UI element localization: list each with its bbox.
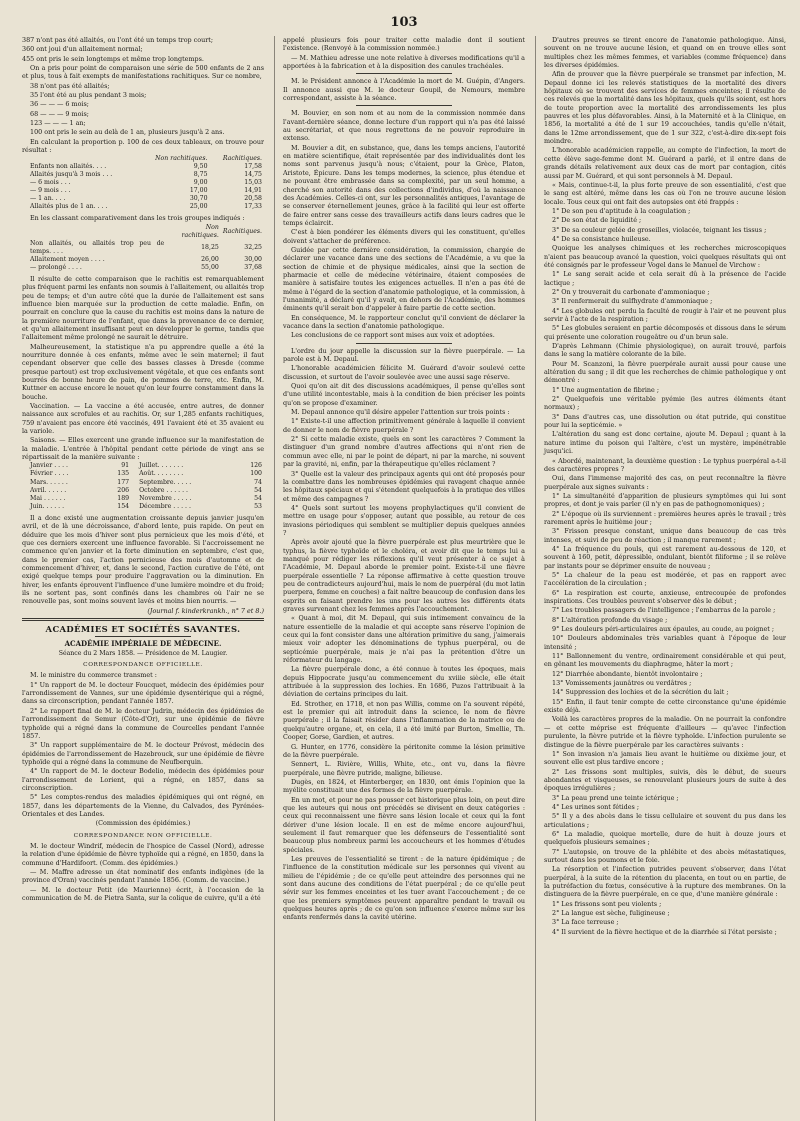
paragraph: 455 ont pris le sein longtemps et même trop longtemps. — [22, 54, 204, 63]
paragraph: 1° Existe-t-il une affection primitivement générale à laquelle il convient de donner le nom de fièvre puerpérale ? — [283, 417, 525, 434]
paragraph: L'honorable académicien rappelle, au compte de l'infection, la mort de cette élève sage-femme dont M. Guérard a parlé, et il entre dans de grands détails relativement aux deux cas de mort par contagion, cités aussi par M. Guérard, et qui sont personnels à M. Depaul. — [544, 146, 786, 180]
list-item: 7° Les troubles passagers de l'intelligence ; l'embarras de la parole ; — [552, 606, 776, 615]
table-cell: Allaitement moyen . . . . — [30, 255, 105, 263]
divider — [356, 105, 453, 106]
table-cell: 54 — [254, 494, 262, 502]
list-item: 10° Douleurs abdominales très variables quant à l'époque de leur intensité ; — [544, 634, 786, 651]
table-cell: 20,58 — [244, 195, 262, 203]
list-item: 14° Suppression des lochies et de la sécrétion du lait ; — [552, 688, 729, 697]
table-cell: 8,75 — [193, 171, 208, 179]
table-breastfeeding-percent — [22, 155, 264, 211]
table-row — [22, 479, 264, 487]
paragraph: G. Hunter, en 1776, considère la péritonite comme la lésion primitive de la fièvre puerpérale. — [283, 742, 525, 759]
table-cell: — 1 an. . . . — [30, 195, 66, 203]
list-item: 4° Les urines sont fétides ; — [552, 802, 639, 811]
table-cell: 25,00 — [189, 203, 208, 211]
table-cell: Allaités jusqu'à 3 mois . . . — [30, 171, 113, 179]
paragraph: En les classant comparativement dans les trois groupes indiqués : — [30, 214, 245, 223]
paragraph: En conséquence, M. le rapporteur conclut qu'il convient de déclarer la vacance dans la section d'anatomie pathologique. — [283, 313, 525, 330]
table-row — [22, 503, 264, 511]
list-item: 2° De son état de liquidité ; — [552, 216, 642, 225]
table-cell: Juillet. . . . . . . — [139, 462, 184, 470]
source-citation: (Journal f. kinderkrankh., n° 7 et 8.) — [147, 606, 264, 615]
table-cell: — 9 mois . . . — [30, 187, 71, 195]
table-cell: 18,25 — [201, 243, 219, 251]
column-1 — [22, 36, 264, 1121]
list-item: 3° De sa couleur gelée de groseilles, violacée, teignant les tissus ; — [552, 225, 767, 234]
paragraph: Malheureusement, la statistique n'a pu apprendre quelle a été la nourriture donnée à ces enfants, même avec le sein maternel; il faut cependant observer que celle des basses classes à Dresde (comme presque partout) est trop exclusivement végétale, et que ces enfants sont bourrés de bonne heure de pain, de pommes de terre, etc. Enfin, M. Kuttner en accuse encore le nouet qu'on leur fourre constamment dans la bouche. — [22, 342, 264, 401]
table-cell: 91 — [121, 462, 130, 470]
list-item: 15° Enfin, il faut tenir compte de cette circonstance qu'une épidémie existe déjà. — [544, 697, 786, 715]
paragraph: 2° Si cette maladie existe, quels en sont les caractères ? Comment la distinguer d'un grand nombre d'autres affections qui n'ont rien de commun avec elle, ni par le point de départ, ni par la marche, ni souvent par la gravité, ni, enfin, par la thérapeutique qu'elles réclament ? — [283, 435, 525, 469]
table-cell: 55,00 — [201, 263, 219, 271]
paragraph: Les conclusions de ce rapport sont mises aux voix et adoptées. — [291, 331, 495, 340]
list-item: 1° Son invasion n'a jamais lieu avant le huitième ou dixième jour, et souvent elle est plus tardive encore ; — [544, 749, 786, 767]
table-cell: Enfants non allaités. . . . — [30, 163, 107, 171]
paragraph: 3° Un rapport supplémentaire de M. le docteur Prévost, médecin des épidémies de l'arrondissement de Hazebrouck, sur une épidémie de fièvre typhoïde qui a régné dans la commune de Neufberquin. — [22, 741, 264, 766]
list-item: 9° Les douleurs péri-articulaires aux épaules, au coude, au poignet ; — [552, 625, 774, 634]
table-cell: 126 — [250, 462, 262, 470]
table-header: Rachitiques. — [222, 227, 262, 235]
paragraph: M. le Président annonce à l'Académie la mort de M. Guépin, d'Angers. Il annonce aussi que M. le docteur Goupil, de Nemours, membre correspondant, assiste à la séance. — [283, 77, 525, 103]
table-header: Non rachitiques. — [155, 155, 208, 163]
page-number: 103 — [390, 15, 418, 30]
list-item: 7° L'autopsie, on trouve de la phlébite et des abcès métastatiques, surtout dans les poumons et le foie. — [544, 847, 786, 864]
divider — [95, 636, 192, 637]
table-cell: 9,00 — [193, 179, 208, 187]
list-item: 3° Dans d'autres cas, une dissolution ou état putride, qui constitue pour lui la septicémie. » — [544, 412, 786, 430]
table-header-row — [22, 224, 264, 240]
table-cell: 37,68 — [244, 263, 262, 271]
list-item: 8° L'altération profonde du visage ; — [552, 615, 668, 624]
paragraph: — M. le docteur Petit (de Maurienne) écrit, à l'occasion de la communication de M. de Pietra Santa, sur la colique de cuivre, qu'il a été — [22, 885, 264, 903]
table-row — [22, 462, 264, 470]
table-cell: Novembre . . . . . — [139, 494, 192, 502]
column-3 — [535, 36, 786, 1121]
table-cell: Août. . . . . . . . — [139, 470, 184, 478]
table-cell: Mai . . . . . . — [30, 494, 66, 502]
paragraph: 4° Un rapport de M. le docteur Bodelio, médecin des épidémies pour l'arrondissement de Lorient, qui a régné, en 1857, dans sa circonscription. — [22, 767, 264, 792]
table-cell: 9,50 — [193, 163, 208, 171]
paragraph: M. le docteur Windrif, médecin de l'hospice de Cassel (Nord), adresse la relation d'une épidémie de fièvre typhoïde qui a régné, en 1850, dans la commune d'Hardifoort. (Comm. des épidémies.) — [22, 841, 264, 867]
column-2 — [274, 36, 525, 1121]
table-cell: — prolongé . . . . — [30, 263, 82, 271]
list-item: 2° On y trouverait du carbonate d'ammoniaque ; — [552, 287, 710, 296]
table-cell: Juin. . . . . . — [30, 502, 65, 510]
table-cell: 100 — [250, 470, 262, 478]
table-cell: 32,25 — [244, 243, 262, 251]
paragraph: « Abordé, maintenant, la deuxième question : Le typhus puerpéral a-t-il des caractères propres ? — [544, 456, 786, 473]
paragraph: — M. Mathieu adresse une note relative à diverses modifications qu'il a apportées à la fabrication et à la disposition des canules trachéales. — [283, 53, 525, 71]
list-item: 2° La langue est sèche, fuligineuse ; — [552, 909, 670, 918]
paragraph: Il résulte de cette comparaison que le rachitis est remarquablement plus fréquent parmi les enfants non soumis à l'allaitement, ou allaités trop peu de temps; et d'un autre côté que la durée de l'allaitement est sans influence bien marquée sur la production de cette maladie. Enfin, on pourrait en conclure que la cause du rachitis est moins dans la nature de la première nourriture de l'enfant, que dans la provenance de ce dernier, et qu'un allaitement insuffisant peut en développer le germe, tandis que l'allaitement même prolongé ne saurait le détruire. — [22, 274, 264, 342]
section-divider — [22, 618, 264, 621]
list-item: 2° Les frissons sont multiples, suivis, dès le début, de sueurs abondantes et visqueuses, se renouvelant plusieurs jours de suite à des époques irrégulières ; — [544, 767, 786, 793]
list-item: 2° Quelquefois une véritable pyémie (les autres éléments étant normaux) ; — [544, 395, 786, 412]
list-item: 2° L'époque où ils surviennent : premières heures après le travail ; très rarement après le huitième jour ; — [544, 509, 786, 526]
table-cell: Non allaités, ou allaités trop peu de temps. . . . — [30, 239, 165, 255]
table-row — [22, 264, 264, 272]
table-cell: Octobre . . . . . . — [139, 486, 189, 494]
table-header-row — [22, 155, 264, 163]
list-item: 5° Les globules seraient en partie décomposés et dissous dans le sérum qui présente une coloration rougeâtre ou d'un brun sale. — [544, 324, 786, 341]
list-item: 13° Vomissements jaunâtres ou verdâtres ; — [552, 679, 692, 688]
list-item: 4° Les globules ont perdu la faculté de rougir à l'air et ne peuvent plus servir à l'acte de la respiration ; — [544, 306, 786, 323]
paragraph: L'altération du sang est donc certaine, ajoute M. Depaul ; quant à la nature intime du poison qui l'altère, c'est un mystère, impénétrable jusqu'ici. — [544, 430, 786, 456]
table-cell: Décembre . . . . . — [139, 502, 191, 510]
list-item: 6° La respiration est courte, anxieuse, entrecoupée de profondes inspirations. Ces troubles peuvent s'observer dès le début ; — [544, 588, 786, 605]
table-cell: Février . . . . — [30, 470, 69, 478]
paragraph: Quoique les analyses chimiques et les recherches microscopiques n'aient pas beaucoup avancé la question, voici quelques résultats qui ont été consignés par le professeur Vogel dans le Manuel de Virchow : — [544, 244, 786, 269]
table-cell: 17,33 — [244, 203, 262, 211]
list-item: 1° Une augmentation de fibrine ; — [552, 385, 660, 394]
table-monthly-admissions — [22, 462, 264, 511]
table-row — [22, 179, 264, 187]
table-cell: 154 — [117, 502, 130, 510]
table-cell: 206 — [117, 486, 130, 494]
list-item: 4° De sa consistance huileuse. — [552, 234, 651, 243]
paragraph: Oui, dans l'immense majorité des cas, on peut reconnaître la fièvre puerpérale aux signes suivants : — [544, 474, 786, 491]
table-cell: Janvier . . . . — [30, 462, 68, 470]
paragraph: 4° Quels sont surtout les moyens prophylactiques qu'il convient de mettre en usage pour s'opposer, autant que possible, au retour de ces invasions périodiques qui semblent se multiplier depuis quelques années ? — [283, 503, 525, 537]
table-row — [22, 470, 264, 478]
paragraph: D'après Lehmann (Chimie physiologique), on aurait trouvé, parfois dans le sang la matière colorante de la bile. — [544, 342, 786, 359]
list-item: 3° La face terreuse ; — [552, 918, 619, 927]
session-line: Séance du 2 Mars 1858. — Présidence de M. Laugier. — [58, 649, 228, 657]
table-cell: 135 — [117, 470, 130, 478]
list-item: 38 n'ont pas été allaités; — [30, 81, 110, 90]
rubric-unofficial: CORRESPONDANCE NON OFFICIELLE. — [73, 832, 213, 839]
table-row — [22, 171, 264, 179]
section-title: ACADÉMIES ET SOCIÉTÉS SAVANTES. — [45, 624, 241, 635]
table-header: Non rachitiques. — [181, 223, 219, 239]
list-item: 4° La fréquence du pouls, qui est rarement au-dessous de 120, et souvent à 160, petit, dépressible, ondulant, bientôt filiforme ; il se relève par instants pour se déprimer ensuite de nouveau ; — [544, 544, 786, 570]
list-item: 4° Il survient de la fièvre hectique et de la diarrhée si l'état persiste ; — [552, 927, 777, 936]
list-item: 3° Il renfermerait du sulfhydrate d'ammoniaque ; — [552, 297, 713, 306]
paragraph: 3° Quelle est la valeur des principaux agents qui ont été proposés pour la combattre dans les nombreuses épidémies qui ravagent chaque année les hôpitaux spéciaux et qui s'étendent quelquefois à la pratique des villes et même des campagnes ? — [283, 469, 525, 503]
paragraph: M. Bouvier a dit, en substance, que, dans les temps anciens, l'autorité en matière scientifique, était représentée par des individualités dont les noms sont parvenus jusqu'à nous; c'étaient, pour la Grèce, Platon, Aristote, Épicure. Dans les temps modernes, la science, plus étendue et ne pouvant être embrassée dans sa complexité, par un seul homme, a cherché son autorité dans des collections d'individus, d'où la naissance des Académies. Celles-ci ont, sur les personnalités antiques, l'avantage de se conserver éternellement jeunes, grâce à la facilité qui leur est offerte de faire entrer sans cesse des travailleurs actifs dans leurs cadres que le temps éclaircit. — [283, 143, 525, 227]
paragraph: appelé plusieurs fois pour traiter cette maladie dont il soutient l'existence. (Renvoyé à la commission nommée.) — [283, 36, 525, 53]
list-item: 123 — — — 1 an; — [30, 119, 86, 128]
subsection-title: ACADÉMIE IMPÉRIALE DE MÉDECINE. — [64, 639, 222, 649]
table-row — [22, 495, 264, 503]
paragraph: Guidée par cette dernière considération, la commission, chargée de déclarer une vacance dans une des sections de l'Académie, a vu que la section de chimie et de physique médicales, ainsi que la section de pharmacie et celle de médecine vétérinaire, étaient composées de manière à satisfaire toutes les exigences actuelles. Il n'en a pas été de même à l'égard de la section d'anatomie pathologique, et la commission, à l'unanimité, a déclaré qu'il y avait, en dehors de l'Académie, des hommes éminents qu'il serait bon d'appeler à faire partie de cette section. — [283, 245, 525, 313]
commission-note: (Commission des épidémies.) — [95, 819, 191, 828]
list-item: 100 ont pris le sein au delà de 1 an, plusieurs jusqu'à 2 ans. — [30, 128, 225, 137]
paragraph: Les preuves de l'essentialité se tirent : de la nature épidémique ; de l'influence de la constitution médicale sur les personnes qui vivent au milieu de l'épidémie ; de ce qu'elle peut atteindre des personnes qui ne sont dans aucune des conditions de l'état puerpéral ; de ce qu'elle peut sévir sur les femmes enceintes et les tuer avant l'accouchement ; de ce que les premiers symptômes peuvent apparaître pendant le travail ou quelques heures après ; de ce qu'on son influence s'exerce même sur les enfants renfermés dans la cavité utérine. — [283, 854, 525, 922]
table-cell: 177 — [117, 478, 130, 486]
rubric-official: CORRESPONDANCE OFFICIELLE. — [83, 662, 203, 669]
paragraph: Après avoir ajouté que la fièvre puerpérale est plus meurtrière que le typhus, la fièvre typhoïde et le choléra, et avoir dit que le temps lui a manqué pour rédiger les réflexions qu'il veut présenter à ce sujet à l'Académie, M. Depaul aborde le premier point. Existe-t-il une fièvre puerpérale essentielle ? La réponse affirmative à cette question trouve peu de contradicteurs aujourd'hui, mais le nom de puerpéral (du mot latin puerpera, femme en couches) a fait naître beaucoup de confusion dans les esprits en faisant prendre les uns pour les autres les différents états graves survenant chez les femmes après l'accouchement. — [283, 538, 525, 613]
table-cell: 30,70 — [189, 195, 208, 203]
paragraph: Dugès, en 1824, et Hinterberger, en 1830, ont émis l'opinion que la myélite constituait une des formes de la fièvre puerpérale. — [283, 777, 525, 795]
list-item: 68 — — — 9 mois; — [30, 109, 89, 118]
paragraph: — M. Maffre adresse un état nominatif des enfants indigènes (de la province d'Oran) vaccinés pendant l'année 1856. (Comm. de vaccine.) — [22, 868, 264, 885]
table-row — [22, 240, 264, 256]
table-cell: 14,91 — [244, 187, 262, 195]
list-item: 36 — — — 6 mois; — [30, 100, 89, 109]
paragraph: « Quant à moi, dit M. Depaul, qui suis intimement convaincu de la nature essentielle de la maladie et qui accepte sans réserve l'opinion de ceux qui la font consister dans une altération primitive du sang, j'aimerais mieux voir adopter les dénominations de typhus puerpéral, ou de septicémie puerpérale, mais je n'ai pas la prétention d'être un réformateur du langage. — [283, 614, 525, 665]
table-cell: Septembre. . . . . — [139, 478, 192, 486]
list-item: 5° La chaleur de la peau est modérée, et pas en rapport avec l'accélération de la circulation ; — [544, 570, 786, 588]
list-item: 1° Les frissons sont peu violents ; — [552, 899, 662, 908]
paragraph: Sennert, L. Rivière, Willis, White, etc., ont vu, dans la fièvre puerpérale, une fièvre putride, maligne, bilieuse. — [283, 760, 525, 777]
paragraph: Il a donc existé une augmentation croissante depuis janvier jusqu'en avril, et de là une décroissance, d'abord lente, puis rapide. On peut en déduire que les mois d'hiver sont plus pernicieux que les mois d'été, et que ces derniers exercent une influence favorable. Si l'accroissement ne commence qu'en janvier et la forte diminution en septembre, c'est que, dans le premier cas, l'action pernicieuse des mois d'automne et de commencement d'hiver, et, dans le second, l'action curative de l'été, ont exigé quelque temps pour produire l'aggravation ou la diminution. En hiver, les enfants éprouvent l'influence d'une lumière moindre et du froid; ils ne sortent pas, sont confinés dans les chambres où l'air ne se renouvelle pas, sont moins souvent lavés et moins bien nourris. — — [22, 513, 264, 606]
list-item: 12° Diarrhée abondante, bientôt involontaire ; — [552, 669, 703, 678]
table-cell: Mars. . . . . . — [30, 478, 68, 486]
paragraph: « Mais, continue-t-il, la plus forte preuve de son essentialité, c'est que le sang est altéré, même dans les cas où l'on ne trouve aucune lésion locale. Tous ceux qui ont fait des autopsies ont été frappés : — [544, 180, 786, 206]
table-cell: 74 — [254, 478, 262, 486]
table-cell: 53 — [254, 502, 262, 510]
list-item: 1° La simultanéité d'apparition de plusieurs symptômes qui lui sont propres, et dont je vais parler (il n'y en pas de pathognomoniques) ; — [544, 491, 786, 509]
section-header — [22, 625, 264, 669]
table-row — [22, 256, 264, 264]
paragraph: La fièvre puerpérale donc, a été connue à toutes les époques, mais depuis Hippocrate jusqu'au commencement du xviiie siècle, elle était attribuée à la suppression des lochies. En 1686, Puzos l'attribuait à la déviation de certains principes du lait. — [283, 665, 525, 699]
table-cell: 15,03 — [244, 179, 262, 187]
table-cell: Allaités plus de 1 an. . . . — [30, 203, 108, 211]
paragraph: Ed. Strother, en 1718, et non pas Willis, comme on l'a souvent répété, est le premier qui ait introduit dans la science, le nom de fièvre puerpérale ; il la faisait résider dans l'inflammation de la matrice ou de quelqu'autre organe, et, en cela, il a été imité par Burton, Smellie, Th. Cooper, Gorse, Gardien, et autres. — [283, 699, 525, 742]
paragraph: Quoi qu'on ait dit des discussions académiques, il pense qu'elles sont d'une utilité incontestable, mais à la condition de bien préciser les points qu'on se propose d'examiner. — [283, 382, 525, 407]
paragraph: M. Depaul annonce qu'il désire appeler l'attention sur trois points : — [291, 408, 510, 417]
paragraph: La résorption et l'infection putrides peuvent s'observer, dans l'état puerpéral, à la suite de la rétention du placenta, en tout ou en partie, de la putréfaction du fœtus, consécutive à la rupture des membranes. On la distinguera de la fièvre puerpérale, en ce que, d'une manière générale : — [544, 865, 786, 899]
divider — [356, 343, 453, 344]
paragraph: Voilà les caractères propres de la maladie. On ne pourrait la confondre — et cette méprise est fréquente d'ailleurs — qu'avec l'infection purulente, la fièvre putride et la fièvre typhoïde. L'infection purulente se distingue de la fièvre puerpérale par les caractères suivants : — [544, 715, 786, 749]
paragraph: Pour M. Scanzoni, la fièvre puerpérale aurait aussi pour cause une altération du sang ; il dit que les recherches de chimie pathologique y ont démontré : — [544, 359, 786, 385]
table-cell: 26,00 — [201, 255, 219, 263]
paragraph: C'est à bien pondérer les éléments divers qui les constituent, qu'elles doivent s'attacher de préférence. — [283, 228, 525, 245]
table-row — [22, 195, 264, 203]
paragraph: 360 ont joui d'un allaitement normal; — [22, 45, 143, 54]
paragraph: Vaccination. — La vaccine a été accusée, entre autres, de donner naissance aux scrofules et au rachitis. Or, sur 1,285 enfants rachitiques, 759 n'avaient pas encore été vaccinés, 491 l'avaient été et 35 avaient eu la variole. — [22, 401, 264, 435]
table-row — [22, 187, 264, 195]
table-cell: 14,75 — [244, 171, 262, 179]
table-cell: Avril. . . . . . — [30, 486, 67, 494]
table-cell: 17,00 — [189, 187, 208, 195]
paragraph: 1° Un rapport de M. le docteur Foucquet, médecin des épidémies pour l'arrondissement de Vannes, sur une épidémie dysentérique qui a régné, dans sa circonscription, pendant l'année 1857. — [22, 680, 264, 706]
list-item: 6° La maladie, quoique mortelle, dure de huit à douze jours et quelquefois plusieurs semaines ; — [544, 829, 786, 847]
list-item: 3° Frisson presque constant, unique dans beaucoup de cas très intenses, et suivi de peu de réaction ; il manque rarement ; — [544, 527, 786, 544]
divider — [356, 73, 453, 74]
paragraph: Afin de prouver que la fièvre puerpérale se transmet par infection, M. Depaul donne ici les relevés statistiques de la mortalité des divers hôpitaux où se trouvent des services de femmes enceintes; il résulte de ces relevés que la mortalité dans les hôpitaux, quels qu'ils soient, est hors de toute proportion avec la mortalité des arrondissements les plus pauvres et les plus défavorables. Ainsi, à la Maternité et à la Clinique, en 1856, la mortalité a été de 1 sur 19 accouchées, tandis qu'elle n'était, dans le 12me arrondissement, que de 1 sur 322, c'est-à-dire dix-sept fois moindre. — [544, 70, 786, 146]
table-cell: — 6 mois . . . — [30, 179, 71, 187]
paragraph: 2° Le rapport final de M. le docteur Judrin, médecin des épidémies de l'arrondissement de Semur (Côte-d'Or), sur une épidémie de fièvre typhoïde qui a régné dans la commune de Courcelles pendant l'année 1857. — [22, 706, 264, 740]
columns — [22, 36, 786, 1121]
paragraph: 5° Les comptes-rendus des maladies épidémiques qui ont régné, en 1857, dans les départements de la Vienne, du Calvados, des Pyrénées-Orientales et des Landes. — [22, 793, 264, 818]
table-cell: 54 — [254, 486, 262, 494]
paragraph: 387 n'ont pas été allaités, ou l'ont été un temps trop court; — [22, 36, 213, 44]
paragraph: L'ordre du jour appelle la discussion sur la fièvre puerpérale. — La parole est à M. Depaul. — [283, 346, 525, 364]
list-item: 1° Le sang serait acide et cela serait dû à la présence de l'acide lactique ; — [544, 270, 786, 287]
list-item: 35 l'ont été au plus pendant 3 mois; — [30, 91, 147, 100]
paragraph: Saisons. — Elles exercent une grande influence sur la manifestation de la maladie. L'entrée à l'hôpital pendant cette période de vingt ans se répartissait de la manière suivante : — [22, 436, 264, 462]
list-item: 5° Il y a des abcès dans le tissu cellulaire et souvent du pus dans les articulations ; — [544, 812, 786, 829]
rubric-block — [22, 832, 264, 840]
table-row — [22, 203, 264, 211]
paragraph: D'autres preuves se tirent encore de l'anatomie pathologique. Ainsi, souvent on ne trouve aucune lésion, et quand on en trouve elles sont multiples chez les mêmes femmes, et variables (comme fréquence) dans les diverses épidémies. — [544, 36, 786, 70]
table-row — [22, 487, 264, 495]
table-cell: 30,00 — [244, 255, 262, 263]
table-row — [22, 163, 264, 171]
table-cell: 189 — [117, 494, 130, 502]
table-breastfeeding-groups — [22, 224, 264, 272]
paragraph: M. le ministre du commerce transmet : — [30, 671, 157, 680]
list-item: 1° De son peu d'aptitude à la coagulation ; — [552, 206, 691, 215]
list-item: 3° La peau prend une teinte ictérique ; — [552, 793, 679, 802]
paragraph: En un mot, et pour ne pas pousser cet historique plus loin, on peut dire que les auteurs qui nous ont précédés se divisent en deux catégories : ceux qui reconnaissent une fièvre sans lésion locale et ceux qui la font dériver d'une lésion locale. Il en est de même encore aujourd'hui, seulement il faut remarquer que les défenseurs de l'essentialité sont beaucoup plus nombreux parmi les accoucheurs et les hommes d'études spéciales. — [283, 795, 525, 854]
table-header: Rachitiques. — [222, 155, 262, 163]
paragraph: On a pris pour point de comparaison une série de 500 enfants de 2 ans et plus, tous à fait exempts de manifestations rachitiques. Sur ce nombre, — [22, 64, 264, 81]
table-cell: 17,58 — [244, 163, 262, 171]
list-item: 11° Ballonnement du ventre, ordinairement considérable et qui peut, en gênant les mouvements du diaphragme, hâter la mort ; — [544, 652, 786, 669]
paragraph: L'honorable académicien félicite M. Guérard d'avoir soulevé cette discussion, et surtout de l'avoir soulevée avec une aussi sage réserve. — [283, 364, 525, 381]
paragraph: M. Bouvier, en son nom et au nom de la commission nommée dans l'avant-dernière séance, donne lecture d'un rapport qui n'a pas été laissé au secrétariat, et que nous regrettons de ne pouvoir reproduire in extenso. — [283, 109, 525, 143]
paragraph: En calculant la proportion p. 100 de ces deux tableaux, on trouve pour résultat : — [22, 137, 264, 155]
